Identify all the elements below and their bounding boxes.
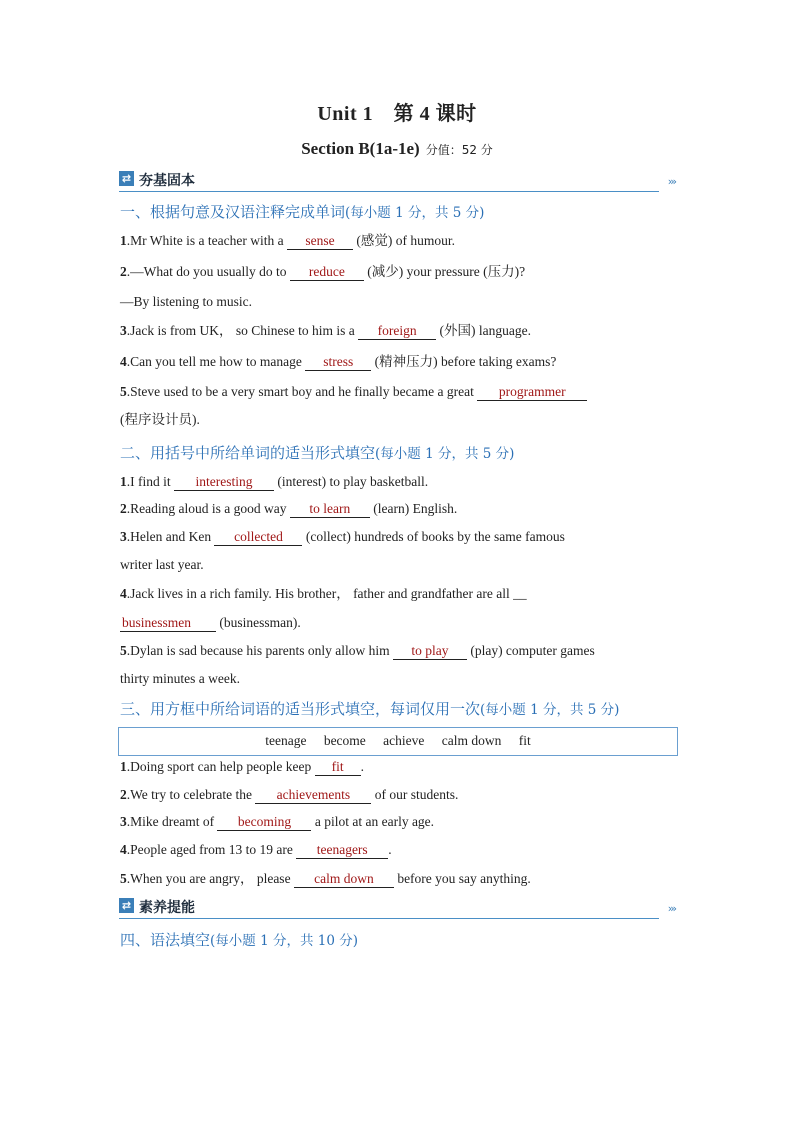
part2-heading-text: 二、用括号中所给单词的适当形式填空 [120,444,376,462]
arrow-icon: ⇄ [119,898,134,913]
part1-q4 [120,352,670,372]
question-number: 4 [120,842,127,857]
part1-q1 [120,231,670,251]
part2-q3 [120,527,670,547]
page-subtitle [0,139,794,159]
section-label: Section B(1a-1e) [301,139,420,158]
question-text: (感觉) of humour. [352,233,455,248]
answer-blank: achievements [255,787,371,804]
part1-q2 [120,262,670,282]
part2-q5-cont: thirty minutes a week. [120,671,240,686]
part3-heading [120,698,619,719]
answer-blank: to learn [290,501,370,518]
part2-q5 [120,641,670,661]
part2-q1 [120,472,670,492]
answer-blank: becoming [217,814,311,831]
part3-q5 [120,869,670,889]
answer-blank: calm down [294,871,394,888]
question-text: .Helen and Ken [126,529,215,544]
question-text: .Mr White is a teacher with a [126,233,287,248]
part3-q4 [120,840,670,860]
question-text: .Jack lives in a rich family. His brother， father and grandfather are all __ [126,586,527,601]
question-text: (interest) to play basketball. [274,474,429,489]
word-option: calm down [441,733,502,748]
question-number: 1 [120,233,127,248]
part3-heading-note: (每小题 1 分，共 5 分) [480,702,620,718]
question-text: . [388,842,392,857]
question-text: .Jack is from UK， so Chinese to him is a [126,323,359,338]
word-option: become [323,733,366,748]
question-text: .People aged from 13 to 19 are [126,842,297,857]
question-text: (精神压力) before taking exams? [371,354,557,369]
question-text: . [360,759,364,774]
double-chevron-icon: ››› [667,175,675,188]
answer-blank: programmer [477,384,587,401]
question-text: (collect) hundreds of books by the same famous [302,529,565,544]
word-option: teenage [265,733,307,748]
double-chevron-icon: ››› [667,902,675,915]
answer-blank: reduce [290,264,364,281]
part4-heading-text: 四、语法填空 [120,931,211,949]
question-number: 2 [120,264,127,279]
question-text: a pilot at an early age. [311,814,435,829]
part4-heading [120,929,358,950]
question-number: 1 [120,759,127,774]
question-number: 5 [120,384,127,399]
answer-blank: stress [305,354,371,371]
part2-q3-cont: writer last year. [120,557,204,572]
question-text: .—What do you usually do to [126,264,290,279]
word-option: fit [518,733,531,748]
question-text: .Doing sport can help people keep [126,759,315,774]
part3-q2 [120,785,670,805]
question-text: (外国) language. [436,323,531,338]
question-number: 2 [120,501,127,516]
answer-blank: foreign [358,323,436,340]
part1-heading-text: 一、根据句意及汉语注释完成单词 [120,203,346,221]
question-text: .Reading aloud is a good way [126,501,290,516]
question-text: .Mike dreamt of [126,814,218,829]
question-text: .I find it [126,474,174,489]
word-box [118,727,678,756]
section-bar-competence [119,896,675,919]
question-text: .Can you tell me how to manage [126,354,306,369]
question-text: (play) computer games [466,643,595,658]
score-label: 分值：52 分 [425,143,493,157]
question-text: .Dylan is sad because his parents only allow him [126,643,393,658]
part1-q3 [120,321,670,341]
question-number: 1 [120,474,127,489]
arrow-icon: ⇄ [119,171,134,186]
part1-q2-reply: —By listening to music. [120,294,253,309]
question-text: .When you are angry， please [126,871,294,886]
section-bar-label: 素养提能 [139,900,195,916]
question-number: 4 [120,586,127,601]
part3-heading-text: 三、用方框中所给词语的适当形式填空，每词仅用一次 [120,700,481,718]
question-text: .We try to celebrate the [126,787,256,802]
part1-heading-note: (每小题 1 分，共 5 分) [345,205,485,221]
question-number: 5 [120,871,127,886]
question-text: .Steve used to be a very smart boy and he finally became a great [126,384,478,399]
answer-blank: fit [315,759,361,776]
question-text: (businessman). [216,615,301,630]
part3-q3 [120,812,670,832]
question-text: before you say anything. [393,871,531,886]
part2-heading [120,442,514,463]
question-number: 4 [120,354,127,369]
section-bar-foundation [119,169,675,192]
part4-heading-note: (每小题 1 分，共 10 分) [210,933,358,949]
answer-blank: interesting [174,474,274,491]
part2-q4 [120,584,670,604]
question-number: 3 [120,814,127,829]
answer-blank: collected [214,529,302,546]
section-bar-label: 夯基固本 [139,173,195,189]
page-title: Unit 1 第 4 课时 [317,103,477,125]
question-text: (learn) English. [369,501,458,516]
part1-q5-cont: (程序设计员). [120,412,200,427]
question-text: (减少) your pressure (压力)? [363,264,526,279]
answer-blank: sense [287,233,353,250]
part1-q5 [120,382,670,402]
word-option: achieve [383,733,425,748]
part2-q2 [120,499,670,519]
question-number: 3 [120,323,127,338]
part2-heading-note: (每小题 1 分，共 5 分) [375,446,515,462]
question-number: 2 [120,787,127,802]
question-text: of our students. [371,787,459,802]
answer-blank: teenagers [296,842,388,859]
part2-q4-cont [120,613,670,633]
answer-blank: businessmen [120,615,216,632]
question-number: 5 [120,643,127,658]
question-number: 3 [120,529,127,544]
answer-blank: to play [393,643,467,660]
part1-heading [120,201,484,222]
part3-q1 [120,757,670,777]
